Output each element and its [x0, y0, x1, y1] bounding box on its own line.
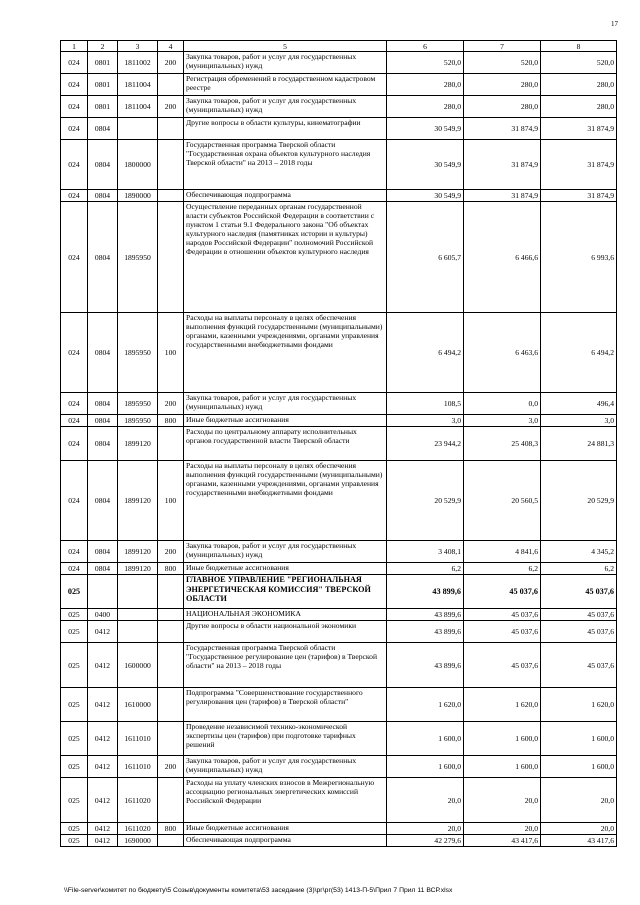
expense-type-cell: 800: [158, 823, 184, 835]
amount-cell: 30 549,9: [387, 190, 464, 202]
target-article-cell: 1899120: [118, 563, 158, 575]
expense-type-cell: [158, 427, 184, 461]
description-cell: Обеспечивающая подпрограмма: [184, 835, 387, 847]
amount-cell: 43 899,6: [387, 575, 464, 609]
target-article-cell: 1890000: [118, 190, 158, 202]
target-article-cell: 1895950: [118, 202, 158, 313]
amount-cell: 108,5: [387, 393, 464, 415]
header-cell: 4: [158, 41, 184, 52]
amount-cell: 45 037,6: [541, 609, 617, 621]
section-cell: 0400: [88, 609, 118, 621]
amount-cell: 280,0: [464, 96, 541, 118]
amount-cell: 45 037,6: [464, 575, 541, 609]
section-cell: 0801: [88, 74, 118, 96]
section-cell: 0801: [88, 52, 118, 74]
table-row: [61, 140, 617, 190]
amount-cell: 1 620,0: [387, 688, 464, 722]
code-cell: 024: [61, 74, 88, 96]
code-cell: 024: [61, 427, 88, 461]
amount-cell: 280,0: [541, 96, 617, 118]
amount-cell: 31 874,9: [541, 140, 617, 190]
table-row: [61, 563, 617, 575]
section-cell: 0412: [88, 722, 118, 756]
amount-cell: 31 874,9: [541, 118, 617, 140]
code-cell: 024: [61, 190, 88, 202]
expense-type-cell: [158, 118, 184, 140]
amount-cell: 3,0: [387, 415, 464, 427]
table-row: [61, 96, 617, 118]
amount-cell: 280,0: [387, 96, 464, 118]
section-cell: 0804: [88, 313, 118, 393]
section-cell: 0804: [88, 461, 118, 541]
description-cell: Иные бюджетные ассигнования: [184, 563, 387, 575]
expense-type-cell: [158, 621, 184, 643]
code-cell: 024: [61, 541, 88, 563]
table-row: [61, 461, 617, 541]
expense-type-cell: 800: [158, 563, 184, 575]
description-cell: Закупка товаров, работ и услуг для государственных (муниципальных) нужд: [184, 96, 387, 118]
amount-cell: 3,0: [464, 415, 541, 427]
amount-cell: 20 529,9: [541, 461, 617, 541]
table-body: [61, 52, 617, 847]
target-article-cell: 1690000: [118, 835, 158, 847]
section-cell: 0412: [88, 823, 118, 835]
code-cell: 024: [61, 202, 88, 313]
amount-cell: 6 494,2: [541, 313, 617, 393]
amount-cell: 23 944,2: [387, 427, 464, 461]
code-cell: 025: [61, 575, 88, 609]
description-cell: Расходы на выплаты персоналу в целях обеспечения выполнения функций государственными (муниципальными) органами, казенными учреждениями, органами управления государственными внебюджетными фондами: [184, 313, 387, 393]
section-cell: 0804: [88, 563, 118, 575]
code-cell: 025: [61, 643, 88, 688]
expense-type-cell: [158, 643, 184, 688]
code-cell: 024: [61, 563, 88, 575]
amount-cell: 43 899,6: [387, 643, 464, 688]
description-cell: Закупка товаров, работ и услуг для государственных (муниципальных) нужд: [184, 393, 387, 415]
section-cell: 0412: [88, 778, 118, 823]
amount-cell: 20,0: [464, 823, 541, 835]
amount-cell: 20 560,5: [464, 461, 541, 541]
amount-cell: 30 549,9: [387, 118, 464, 140]
code-cell: 025: [61, 609, 88, 621]
header-cell: 7: [464, 41, 541, 52]
code-cell: 024: [61, 118, 88, 140]
table-row: [61, 427, 617, 461]
amount-cell: 4 841,6: [464, 541, 541, 563]
amount-cell: 520,0: [541, 52, 617, 74]
amount-cell: 6 993,6: [541, 202, 617, 313]
description-cell: Иные бюджетные ассигнования: [184, 415, 387, 427]
code-cell: 025: [61, 722, 88, 756]
amount-cell: 31 874,9: [464, 140, 541, 190]
table-row: [61, 575, 617, 609]
table-row: [61, 722, 617, 756]
target-article-cell: 1610000: [118, 688, 158, 722]
amount-cell: 520,0: [387, 52, 464, 74]
table-row: [61, 190, 617, 202]
table-row: [61, 778, 617, 823]
amount-cell: 1 620,0: [541, 688, 617, 722]
description-cell: Государственная программа Тверской области "Государственная охрана объектов культурного наследия Тверской области" на 2013 – 2018 годы: [184, 140, 387, 190]
description-cell: Государственная программа Тверской области "Государственное регулирование цен (тарифов) в Тверской области" на 2013 – 2018 годы: [184, 643, 387, 688]
amount-cell: 0,0: [464, 393, 541, 415]
amount-cell: 20,0: [541, 823, 617, 835]
section-cell: 0804: [88, 393, 118, 415]
table-row: [61, 202, 617, 313]
section-cell: 0804: [88, 202, 118, 313]
amount-cell: 1 600,0: [387, 756, 464, 778]
section-cell: 0412: [88, 643, 118, 688]
expense-type-cell: 100: [158, 313, 184, 393]
target-article-cell: 1899120: [118, 541, 158, 563]
amount-cell: 45 037,6: [464, 609, 541, 621]
target-article-cell: 1611020: [118, 823, 158, 835]
header-row: [61, 41, 617, 52]
amount-cell: 20,0: [541, 778, 617, 823]
target-article-cell: 1899120: [118, 461, 158, 541]
amount-cell: 496,4: [541, 393, 617, 415]
target-article-cell: 1895950: [118, 313, 158, 393]
amount-cell: 20 529,9: [387, 461, 464, 541]
amount-cell: 43 417,6: [541, 835, 617, 847]
section-cell: 0804: [88, 415, 118, 427]
section-cell: 0801: [88, 96, 118, 118]
amount-cell: 6,2: [464, 563, 541, 575]
header-cell: 5: [184, 41, 387, 52]
table-row: [61, 415, 617, 427]
description-cell: Осуществление переданных органам государственной власти субъектов Российской Федерации в соответствии с пунктом 1 статьи 9.1 Федерального закона "Об объектах культурного наследия (памятниках истории и культуры) народов Российской Федерации" полномочий Российской Федерации в отношении объектов культурного наследия: [184, 202, 387, 313]
amount-cell: 20,0: [387, 778, 464, 823]
amount-cell: 520,0: [464, 52, 541, 74]
table-row: [61, 393, 617, 415]
target-article-cell: [118, 609, 158, 621]
table-row: [61, 118, 617, 140]
amount-cell: 6,2: [541, 563, 617, 575]
amount-cell: 6,2: [387, 563, 464, 575]
target-article-cell: 1611010: [118, 722, 158, 756]
expense-type-cell: 800: [158, 415, 184, 427]
target-article-cell: 1811004: [118, 74, 158, 96]
description-cell: Другие вопросы в области национальной экономики: [184, 621, 387, 643]
expense-type-cell: [158, 778, 184, 823]
amount-cell: 31 874,9: [464, 190, 541, 202]
code-cell: 025: [61, 688, 88, 722]
code-cell: 025: [61, 835, 88, 847]
table-row: [61, 74, 617, 96]
expense-type-cell: [158, 609, 184, 621]
target-article-cell: 1611020: [118, 778, 158, 823]
code-cell: 024: [61, 415, 88, 427]
section-cell: 0804: [88, 118, 118, 140]
code-cell: 024: [61, 96, 88, 118]
section-cell: 0804: [88, 541, 118, 563]
section-cell: 0804: [88, 140, 118, 190]
amount-cell: 43 899,6: [387, 609, 464, 621]
description-cell: Подпрограмма "Совершенствование государственного регулирования цен (тарифов) в Тверской области": [184, 688, 387, 722]
table-row: [61, 688, 617, 722]
code-cell: 024: [61, 140, 88, 190]
amount-cell: 280,0: [464, 74, 541, 96]
header-cell: 2: [88, 41, 118, 52]
code-cell: 024: [61, 393, 88, 415]
section-cell: 0412: [88, 688, 118, 722]
description-cell: Расходы на уплату членских взносов в Межрегиональную ассоциацию региональных энергетических комиссий Российской Федерации: [184, 778, 387, 823]
section-cell: 0412: [88, 621, 118, 643]
section-cell: 0804: [88, 427, 118, 461]
expense-type-cell: [158, 202, 184, 313]
expense-type-cell: 200: [158, 541, 184, 563]
amount-cell: 20,0: [387, 823, 464, 835]
table-row: [61, 609, 617, 621]
code-cell: 025: [61, 778, 88, 823]
amount-cell: 1 600,0: [464, 722, 541, 756]
amount-cell: 1 600,0: [387, 722, 464, 756]
header-cell: 1: [61, 41, 88, 52]
header-cell: 8: [541, 41, 617, 52]
amount-cell: 31 874,9: [541, 190, 617, 202]
expense-type-cell: [158, 688, 184, 722]
expense-type-cell: [158, 835, 184, 847]
target-article-cell: [118, 621, 158, 643]
expense-type-cell: 200: [158, 756, 184, 778]
amount-cell: 6 605,7: [387, 202, 464, 313]
amount-cell: 25 408,3: [464, 427, 541, 461]
amount-cell: 43 899,6: [387, 621, 464, 643]
table-row: [61, 823, 617, 835]
description-cell: ГЛАВНОЕ УПРАВЛЕНИЕ "РЕГИОНАЛЬНАЯ ЭНЕРГЕТИЧЕСКАЯ КОМИССИЯ" ТВЕРСКОЙ ОБЛАСТИ: [184, 575, 387, 609]
amount-cell: 4 345,2: [541, 541, 617, 563]
amount-cell: 31 874,9: [464, 118, 541, 140]
table-row: [61, 756, 617, 778]
expense-type-cell: [158, 140, 184, 190]
expense-type-cell: 200: [158, 393, 184, 415]
amount-cell: 1 600,0: [541, 756, 617, 778]
table-row: [61, 643, 617, 688]
code-cell: 025: [61, 756, 88, 778]
amount-cell: 45 037,6: [464, 643, 541, 688]
amount-cell: 1 620,0: [464, 688, 541, 722]
description-cell: Закупка товаров, работ и услуг для государственных (муниципальных) нужд: [184, 541, 387, 563]
amount-cell: 3 408,1: [387, 541, 464, 563]
target-article-cell: [118, 118, 158, 140]
amount-cell: 280,0: [387, 74, 464, 96]
description-cell: Закупка товаров, работ и услуг для государственных (муниципальных) нужд: [184, 52, 387, 74]
amount-cell: 45 037,6: [541, 621, 617, 643]
table-row: [61, 541, 617, 563]
section-cell: 0412: [88, 835, 118, 847]
description-cell: Расходы по центральному аппарату исполнительных органов государственной власти Тверской области: [184, 427, 387, 461]
table-row: [61, 52, 617, 74]
amount-cell: 45 037,6: [464, 621, 541, 643]
section-cell: 0412: [88, 756, 118, 778]
amount-cell: 24 881,3: [541, 427, 617, 461]
description-cell: Другие вопросы в области культуры, кинематографии: [184, 118, 387, 140]
target-article-cell: 1811004: [118, 96, 158, 118]
target-article-cell: 1899120: [118, 427, 158, 461]
description-cell: Обеспечивающая подпрограмма: [184, 190, 387, 202]
page-number: 17: [611, 20, 618, 28]
target-article-cell: [118, 575, 158, 609]
target-article-cell: 1600000: [118, 643, 158, 688]
expense-type-cell: 200: [158, 96, 184, 118]
description-cell: НАЦИОНАЛЬНАЯ ЭКОНОМИКА: [184, 609, 387, 621]
target-article-cell: 1895950: [118, 415, 158, 427]
amount-cell: 30 549,9: [387, 140, 464, 190]
table-row: [61, 835, 617, 847]
amount-cell: 45 037,6: [541, 643, 617, 688]
amount-cell: 6 463,6: [464, 313, 541, 393]
amount-cell: 6 494,2: [387, 313, 464, 393]
code-cell: 025: [61, 621, 88, 643]
description-cell: Иные бюджетные ассигнования: [184, 823, 387, 835]
expense-type-cell: [158, 74, 184, 96]
amount-cell: 6 466,6: [464, 202, 541, 313]
amount-cell: 3,0: [541, 415, 617, 427]
description-cell: Расходы на выплаты персоналу в целях обеспечения выполнения функций государственными (муниципальными) органами, казенными учреждениями, органами управления государственными внебюджетными фондами: [184, 461, 387, 541]
expense-type-cell: [158, 722, 184, 756]
table-row: [61, 313, 617, 393]
header-cell: 3: [118, 41, 158, 52]
amount-cell: 43 417,6: [464, 835, 541, 847]
expense-type-cell: [158, 190, 184, 202]
code-cell: 024: [61, 52, 88, 74]
amount-cell: 1 600,0: [464, 756, 541, 778]
code-cell: 024: [61, 461, 88, 541]
amount-cell: 280,0: [541, 74, 617, 96]
target-article-cell: 1800000: [118, 140, 158, 190]
header-cell: 6: [387, 41, 464, 52]
amount-cell: 1 600,0: [541, 722, 617, 756]
description-cell: Закупка товаров, работ и услуг для государственных (муниципальных) нужд: [184, 756, 387, 778]
amount-cell: 45 037,6: [541, 575, 617, 609]
expense-type-cell: 100: [158, 461, 184, 541]
code-cell: 024: [61, 313, 88, 393]
budget-table: [60, 40, 617, 847]
table-row: [61, 621, 617, 643]
expense-type-cell: [158, 575, 184, 609]
expense-type-cell: 200: [158, 52, 184, 74]
target-article-cell: 1811002: [118, 52, 158, 74]
section-cell: [88, 575, 118, 609]
section-cell: 0804: [88, 190, 118, 202]
description-cell: Проведение независимой технико-экономической экспертизы цен (тарифов) при подготовке тарифных решений: [184, 722, 387, 756]
target-article-cell: 1895950: [118, 393, 158, 415]
description-cell: Регистрация обременений в государственном кадастровом реестре: [184, 74, 387, 96]
amount-cell: 42 279,6: [387, 835, 464, 847]
code-cell: 025: [61, 823, 88, 835]
file-path-footer: \\File-server\комитет по бюджету\5 Созыв\документы комитета\53 заседание (3)\рг\рг(53) 1413-П-5\Прил 7 Прил 11 ВСР.xlsx: [64, 887, 453, 894]
amount-cell: 20,0: [464, 778, 541, 823]
target-article-cell: 1611010: [118, 756, 158, 778]
